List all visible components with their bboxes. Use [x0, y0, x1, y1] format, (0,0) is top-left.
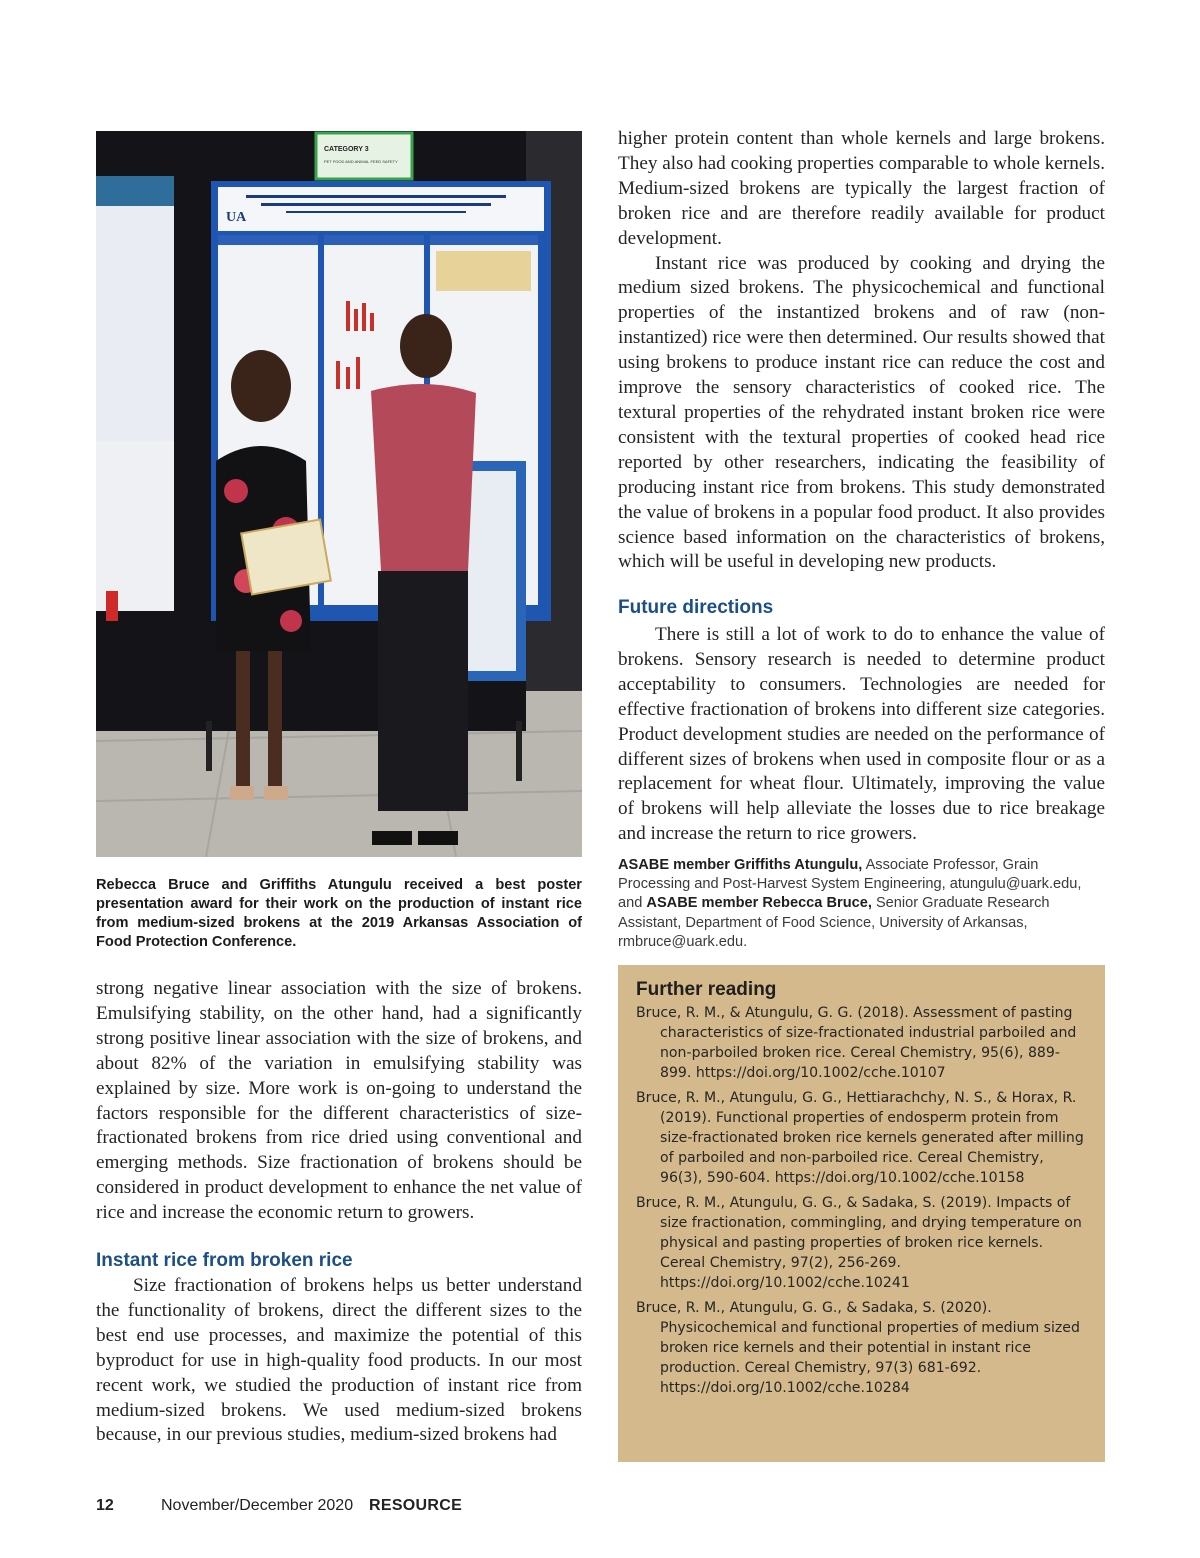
- left-poster: [96, 176, 174, 466]
- left-para-2: Size fractionation of brokens helps us better understand the functionality of brokens, direct the different sizes to the best end use processes, and maximize the potential of this byproduct for use in high-quality food products. In our most recent work, we studied the production of instant rice from medium-sized brokens. We used medium-sized brokens because, in our previous studies, medium-sized brokens had: [96, 1275, 582, 1446]
- further-reading-title: Further reading: [636, 979, 777, 1000]
- award-photo: [96, 131, 582, 857]
- reference-item: Bruce, R. M., Atungulu, G. G., & Sadaka, S. (2020). Physicochemical and functional properties of medium sized broken rice kernels and their potential in instant rice production. Cereal Chemistry, 97(3) 681-692. https://doi.org/10.1002/cche.10284: [636, 1300, 1080, 1396]
- magazine-name: RESOURCE: [369, 1497, 463, 1514]
- future-directions-heading: Future directions: [618, 597, 774, 618]
- instant-rice-heading: Instant rice from broken rice: [96, 1250, 353, 1271]
- photo-caption: [96, 876, 582, 952]
- right-column-section: [618, 623, 1105, 847]
- left-column: [96, 977, 582, 1226]
- author-2-name: ASABE member Rebecca Bruce,: [646, 895, 872, 912]
- photo-illustration: [96, 131, 582, 857]
- caption-text: Rebecca Bruce and Griffiths Atungulu received a best poster presentation award for their work on the production of instant rice from medium-sized brokens at the 2019 Arkansas Association of Food Protection Conference.: [96, 877, 582, 950]
- reference-item: Bruce, R. M., Atungulu, G. G., & Sadaka, S. (2019). Impacts of size fractionation, commingling, and drying temperature on physical and pasting properties of broken rice kernels. Cereal Chemistry, 97(2), 256-269. https://doi.org/10.1002/cche.10241: [636, 1195, 1082, 1291]
- category-label: [316, 133, 412, 179]
- author-1-detail: Associate Professor, Grain Processing and Post-Harvest System Engineering, atungulu@uark.edu, and: [618, 857, 1082, 912]
- person-woman: [231, 350, 291, 422]
- category-label-text: CATEGORY 3: [324, 146, 369, 153]
- page-number: 12: [96, 1497, 114, 1514]
- right-para-3: There is still a lot of work to do to enhance the value of brokens. Sensory research is needed to determine product acceptability to consumers. Technologies are needed for effective fractionation of brokens into different size categories. Product development studies are needed on the performance of different sizes of brokens when used in composite flour or as a replacement for wheat flour. Ultimately, improving the value of brokens will help alleviate the losses due to rice breakage and increase the return to rice growers.: [618, 624, 1105, 845]
- left-column-section: [96, 1274, 582, 1448]
- left-para-1: strong negative linear association with the size of brokens. Emulsifying stability, on the other hand, had a significantly strong positive linear association with the size of brokens, and about 82% of the variation in emulsifying stability was explained by size. More work is on-going to understand the factors responsible for the different characteristics of size-fractionated brokens from rice dried using conventional and emerging methods. Size fractionation of brokens should be considered in product development to enhance the net value of rice and increase the economic return to growers.: [96, 978, 582, 1224]
- reference-item: Bruce, R. M., Atungulu, G. G., Hettiarachchy, N. S., & Horax, R. (2019). Functional properties of endosperm protein from size-fractionated broken rice kernels generated after milling of parboiled and non-parboiled rice. Cereal Chemistry, 96(3), 590-604. https://doi.org/10.1002/cche.10158: [636, 1090, 1084, 1186]
- category-label-sub: PET FOOD AND ANIMAL FEED SAFETY: [324, 159, 398, 164]
- right-para-1: higher protein content than whole kernels and large brokens. They also had cooking properties comparable to whole kernels. Medium-sized brokens are typically the largest fraction of broken rice and are therefore readily available for product development.: [618, 128, 1105, 249]
- person-man: [400, 314, 452, 378]
- reference-item: Bruce, R. M., & Atungulu, G. G. (2018). Assessment of pasting characteristics of size-fractionated industrial parboiled and non-parboiled broken rice. Cereal Chemistry, 95(6), 889-899. https://doi.org/10.1002/cche.10107: [636, 1005, 1077, 1081]
- section-heading-future: [618, 597, 1105, 619]
- further-reading-box: [618, 965, 1105, 1462]
- right-column: [618, 127, 1105, 575]
- poster-logo: UA: [226, 210, 247, 225]
- right-para-2: Instant rice was produced by cooking and drying the medium sized brokens. The physicochemical and functional properties of the instantized brokens and of raw (non-instantized) rice were then determined. Our results showed that using brokens to produce instant rice can reduce the cost and improve the sensory characteristics of cooked rice. The textural properties of the rehydrated instant broken rice were consistent with the textural properties of cooked head rice reported by other researchers, indicating the feasibility of producing instant rice from brokens. This study demonstrated the value of brokens in a popular food product. It also provides science based information on the characteristics of brokens, which will be useful in developing new products.: [618, 252, 1105, 573]
- issue-date: November/December 2020: [161, 1497, 354, 1514]
- section-heading-instant-rice: [96, 1250, 582, 1272]
- author-info: [618, 856, 1105, 952]
- author-1-name: ASABE member Griffiths Atungulu,: [618, 857, 863, 873]
- author-2-detail: Senior Graduate Research Assistant, Department of Food Science, University of Arkansas, rmbruce@uark.edu.: [618, 895, 1050, 950]
